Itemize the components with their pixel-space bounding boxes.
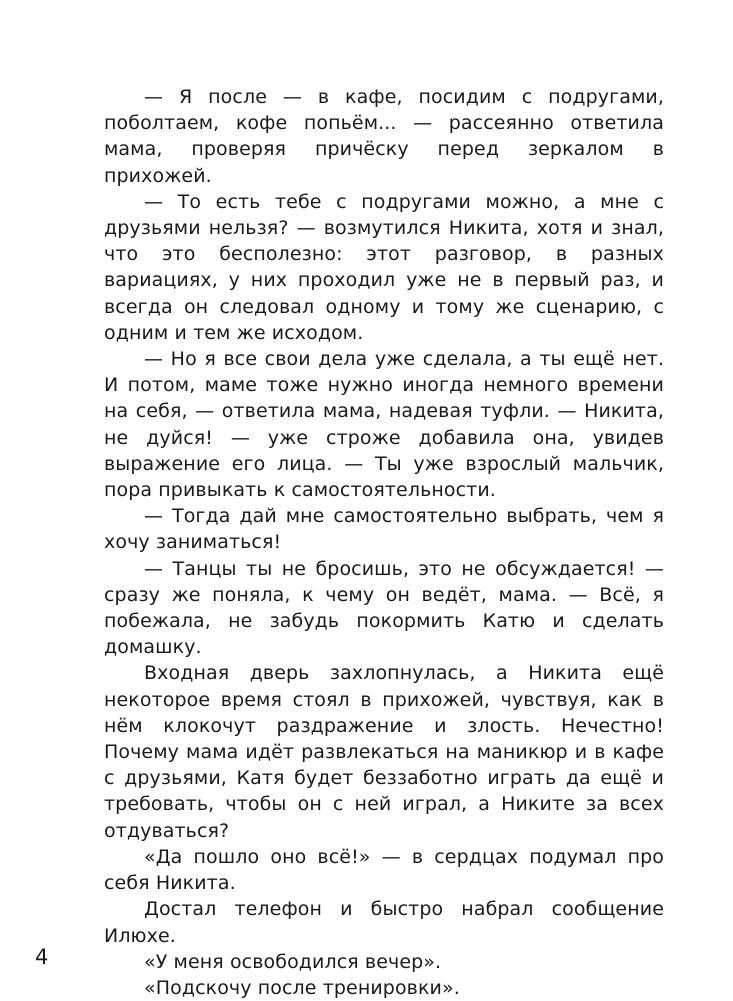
paragraph: — Я после — в кафе, посидим с подругами, поболтаем, кофе попьём... — рассеянно ответила мама, проверяя причёску перед зеркалом в прихожей.	[104, 86, 664, 187]
paragraph: — Но я все свои дела уже сделала, а ты ещё нет. И потом, маме тоже нужно иногда немного времени на себя, — ответила мама, надевая туфли. — Никита, не дуйся! — уже строже добавила она, увидев выражение его лица. — Ты уже взрослый мальчик, пора привыкать к самостоятельности.	[104, 348, 664, 502]
paragraph: — Тогда дай мне самостоятельно выбрать, чем я хочу заниматься!	[104, 505, 664, 554]
paragraph: «Подскочу после тренировки».	[144, 976, 460, 999]
body-text	[104, 84, 664, 1001]
paragraph: — Танцы ты не бросишь, это не обсуждается! — сразу же поняла, к чему он ведёт, мама. — Всё, я побежала, не забудь покормить Катю и сделать домашку.	[104, 557, 664, 659]
paragraph: «Да пошло оно всё!» — в сердцах подумал про себя Никита.	[104, 845, 664, 895]
paragraph: «У меня освободился вечер».	[144, 950, 442, 973]
paragraph: Достал телефон и быстро набрал сообщение Илюхе.	[104, 898, 664, 947]
page-number: 4	[35, 945, 49, 969]
paragraph: — То есть тебе с подругами можно, а мне с друзьями нельзя? — возмутился Никита, хотя и знал, что это бесполезно: этот разговор, в разных вариациях, у них проходил уже не в первый раз, и всегда он следовал одному и тому же сценарию, с одним и тем же исходом.	[104, 190, 664, 344]
paragraph: Входная дверь захлопнулась, а Никита ещё некоторое время стоял в прихожей, чувствуя, как в нём клокочут раздражение и злость. Нечестно! Почему мама идёт развлекаться на маникюр и в кафе с друзьями, Катя будет беззаботно играть да ещё и требовать, чтобы он с ней играл, а Никите за всех отдуваться?	[104, 662, 664, 842]
